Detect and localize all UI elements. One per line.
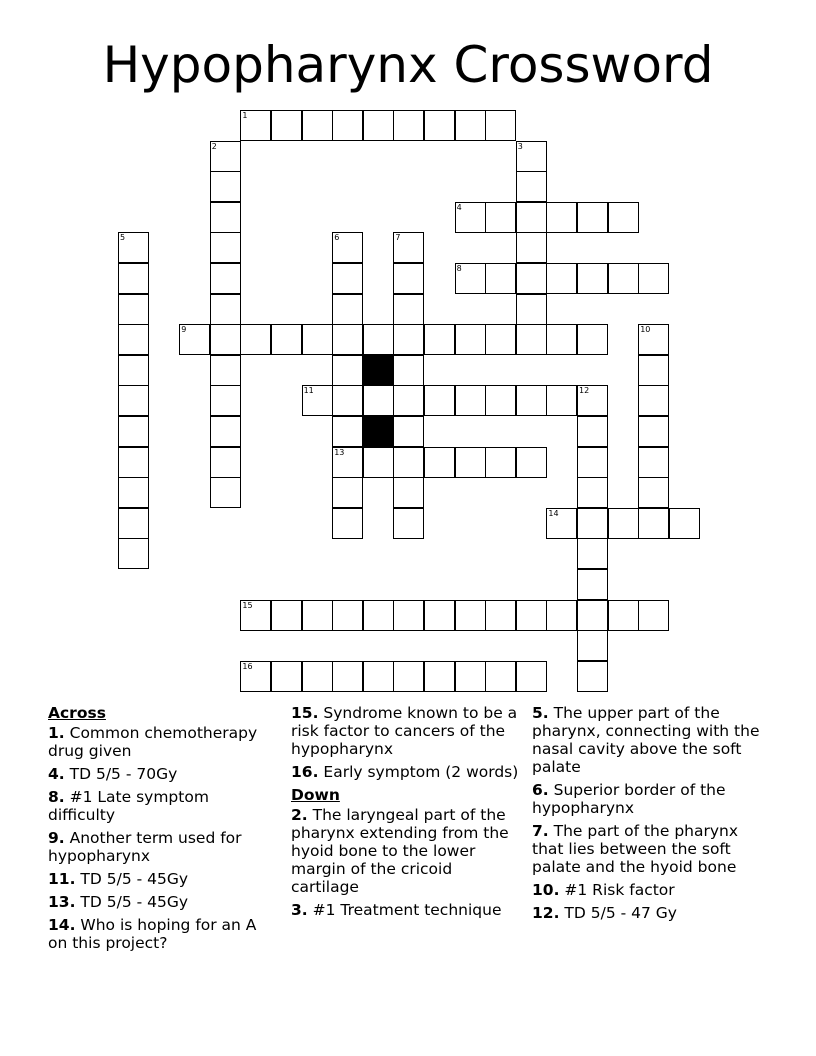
grid-cell[interactable]: [455, 202, 486, 233]
grid-cell[interactable]: [393, 661, 424, 692]
clue-down-2: 2. The laryngeal part of the pharynx extending from the hyoid bone to the lower margin of the cricoid cartilage: [291, 806, 509, 896]
grid-cell[interactable]: [393, 294, 424, 325]
grid-cell[interactable]: [332, 600, 363, 631]
grid-cell[interactable]: [424, 110, 455, 141]
grid-cell[interactable]: [485, 263, 516, 294]
grid-cell[interactable]: [608, 202, 639, 233]
grid-cell[interactable]: [118, 355, 149, 386]
page-title: Hypopharynx Crossword: [102, 36, 714, 94]
grid-cell[interactable]: [424, 600, 455, 631]
grid-cell[interactable]: [302, 661, 333, 692]
grid-cell[interactable]: [363, 661, 394, 692]
grid-cell[interactable]: [638, 355, 669, 386]
grid-cell[interactable]: [332, 294, 363, 325]
grid-cell[interactable]: [638, 477, 669, 508]
grid-cell[interactable]: [302, 385, 333, 416]
grid-cell[interactable]: [118, 324, 149, 355]
grid-cell[interactable]: [485, 447, 516, 478]
grid-cell[interactable]: [210, 324, 241, 355]
clue-down-7: 7. The part of the pharynx that lies between the soft palate and the hyoid bone: [532, 822, 739, 876]
grid-cell[interactable]: [669, 508, 700, 539]
grid-cell[interactable]: [638, 385, 669, 416]
grid-cell[interactable]: [577, 416, 608, 447]
grid-cell[interactable]: [179, 324, 210, 355]
grid-cell[interactable]: [240, 661, 271, 692]
grid-cell[interactable]: [393, 416, 424, 447]
grid-cell[interactable]: [118, 263, 149, 294]
grid-cell[interactable]: [210, 263, 241, 294]
grid-cell[interactable]: [485, 324, 516, 355]
clue-number: 8: [456, 264, 462, 273]
clue-number: 15: [242, 600, 253, 610]
grid-cell[interactable]: [577, 385, 608, 416]
grid-cell[interactable]: [363, 385, 394, 416]
clue-column-3: [532, 700, 760, 927]
grid-cell[interactable]: [332, 661, 363, 692]
grid-cell[interactable]: [516, 661, 547, 692]
down-heading: Down: [291, 786, 340, 804]
clue-down-6: 6. Superior border of the hypopharynx: [532, 781, 726, 817]
grid-cell[interactable]: [577, 538, 608, 569]
grid-cell[interactable]: [577, 569, 608, 600]
grid-cell[interactable]: [393, 447, 424, 478]
grid-cell[interactable]: [210, 232, 241, 263]
clue-number: 13: [334, 447, 345, 457]
grid-cell[interactable]: [455, 385, 486, 416]
grid-cell[interactable]: [577, 477, 608, 508]
grid-cell[interactable]: [363, 324, 394, 355]
grid-cell[interactable]: [118, 385, 149, 416]
grid-cell[interactable]: [516, 600, 547, 631]
grid-cell[interactable]: [638, 508, 669, 539]
grid-cell[interactable]: [516, 202, 547, 233]
grid-cell[interactable]: [393, 355, 424, 386]
grid-cell[interactable]: [240, 324, 271, 355]
grid-cell[interactable]: [577, 600, 608, 631]
clue-number: 4: [456, 202, 462, 212]
grid-cell[interactable]: [424, 324, 455, 355]
clue-number: 9: [181, 325, 187, 335]
grid-cell[interactable]: [516, 141, 547, 172]
clue-across-8: 8. #1 Late symptom difficulty: [48, 788, 209, 824]
grid-cell[interactable]: [485, 385, 516, 416]
grid-cell[interactable]: [393, 385, 424, 416]
grid-cell[interactable]: [424, 385, 455, 416]
grid-cell[interactable]: [455, 110, 486, 141]
clue-across-11: 11. TD 5/5 - 45Gy: [48, 870, 189, 888]
across-heading: Across: [48, 704, 106, 722]
grid-cell[interactable]: [332, 232, 363, 263]
clue-number: 16: [242, 661, 253, 671]
grid-cell[interactable]: [577, 263, 608, 294]
clue-number: 3: [517, 141, 523, 151]
grid-cell[interactable]: [546, 202, 577, 233]
clue-down-3: 3. #1 Treatment technique: [291, 901, 502, 919]
grid-cell[interactable]: [424, 447, 455, 478]
grid-cell[interactable]: [302, 600, 333, 631]
clue-number: 7: [395, 233, 401, 243]
grid-cell[interactable]: [546, 324, 577, 355]
grid-cell[interactable]: [608, 600, 639, 631]
grid-cell[interactable]: [485, 661, 516, 692]
grid-cell[interactable]: [118, 416, 149, 447]
grid-cell[interactable]: [455, 661, 486, 692]
clue-number: 6: [334, 233, 340, 243]
clue-column-1: [48, 700, 276, 957]
grid-cell[interactable]: [302, 324, 333, 355]
grid-cell[interactable]: [210, 294, 241, 325]
grid-cell[interactable]: [393, 232, 424, 263]
grid-cell[interactable]: [393, 263, 424, 294]
grid-cell[interactable]: [577, 661, 608, 692]
grid-cell[interactable]: [638, 324, 669, 355]
grid-cell[interactable]: [485, 202, 516, 233]
grid-cell[interactable]: [516, 263, 547, 294]
clue-across-1: 1. Common chemotherapy drug given: [48, 724, 258, 760]
clue-across-13: 13. TD 5/5 - 45Gy: [48, 893, 189, 911]
grid-cell[interactable]: [577, 447, 608, 478]
clue-across-14: 14. Who is hoping for an A on this project?: [48, 916, 257, 952]
clue-down-10: 10. #1 Risk factor: [532, 881, 675, 899]
grid-cell[interactable]: [332, 416, 363, 447]
grid-cell[interactable]: [485, 600, 516, 631]
grid-cell[interactable]: [638, 416, 669, 447]
grid-cell[interactable]: [271, 324, 302, 355]
grid-cell[interactable]: [608, 263, 639, 294]
grid-cell[interactable]: [118, 477, 149, 508]
grid-cell[interactable]: [393, 324, 424, 355]
grid-cell[interactable]: [516, 171, 547, 202]
grid-cell[interactable]: [240, 110, 271, 141]
grid-cell[interactable]: [577, 508, 608, 539]
grid-cell[interactable]: [455, 324, 486, 355]
grid-cell[interactable]: [638, 447, 669, 478]
grid-cell[interactable]: [332, 263, 363, 294]
grid-cell[interactable]: [516, 232, 547, 263]
grid-cell[interactable]: [332, 385, 363, 416]
grid-cell[interactable]: [424, 661, 455, 692]
grid-cell[interactable]: [363, 600, 394, 631]
grid-cell[interactable]: [210, 477, 241, 508]
grid-cell[interactable]: [332, 110, 363, 141]
grid-cell[interactable]: [240, 600, 271, 631]
grid-cell[interactable]: [332, 477, 363, 508]
grid-cell[interactable]: [118, 232, 149, 263]
black-square: [363, 355, 394, 386]
grid-cell[interactable]: [546, 600, 577, 631]
black-square: [363, 416, 394, 447]
grid-cell[interactable]: [485, 110, 516, 141]
grid-cell[interactable]: [455, 263, 486, 294]
clue-number: 2: [211, 141, 217, 151]
grid-cell[interactable]: [271, 600, 302, 631]
clue-number: 5: [120, 233, 126, 243]
grid-cell[interactable]: [393, 508, 424, 539]
clue-across-16: 16. Early symptom (2 words): [291, 763, 519, 781]
clue-down-12: 12. TD 5/5 - 47 Gy: [532, 904, 677, 922]
grid-cell[interactable]: [546, 263, 577, 294]
grid-cell[interactable]: [393, 600, 424, 631]
grid-cell[interactable]: [638, 263, 669, 294]
clue-across-9: 9. Another term used for hypopharynx: [48, 829, 242, 865]
grid-cell[interactable]: [455, 447, 486, 478]
grid-cell[interactable]: [608, 508, 639, 539]
clue-number: 1: [242, 111, 248, 120]
clue-down-5: 5. The upper part of the pharynx, connecting with the nasal cavity above the soft palate: [532, 704, 760, 776]
grid-cell[interactable]: [271, 661, 302, 692]
grid-cell[interactable]: [577, 202, 608, 233]
grid-cell[interactable]: [332, 508, 363, 539]
grid-cell[interactable]: [577, 324, 608, 355]
grid-cell[interactable]: [118, 294, 149, 325]
grid-cell[interactable]: [546, 385, 577, 416]
grid-cell[interactable]: [210, 447, 241, 478]
grid-cell[interactable]: [210, 202, 241, 233]
grid-cell[interactable]: [332, 447, 363, 478]
grid-cell[interactable]: [455, 600, 486, 631]
clue-number: 12: [579, 386, 590, 396]
clue-number: 10: [640, 325, 651, 335]
clue-column-2: [291, 700, 519, 924]
grid-cell[interactable]: [210, 385, 241, 416]
clue-number: 11: [303, 386, 314, 396]
grid-cell[interactable]: [516, 324, 547, 355]
grid-cell[interactable]: [118, 508, 149, 539]
grid-cell[interactable]: [118, 447, 149, 478]
grid-cell[interactable]: [210, 141, 241, 172]
grid-cell[interactable]: [210, 171, 241, 202]
grid-cell[interactable]: [638, 600, 669, 631]
grid-cell[interactable]: [393, 110, 424, 141]
grid-cell[interactable]: [332, 324, 363, 355]
grid-cell[interactable]: [577, 630, 608, 661]
grid-cell[interactable]: [271, 110, 302, 141]
grid-cell[interactable]: [363, 447, 394, 478]
grid-cell[interactable]: [210, 416, 241, 447]
clue-number: 14: [548, 508, 559, 518]
grid-cell[interactable]: [210, 355, 241, 386]
grid-cell[interactable]: [302, 110, 333, 141]
grid-cell[interactable]: [118, 538, 149, 569]
grid-cell[interactable]: [363, 110, 394, 141]
clue-across-4: 4. TD 5/5 - 70Gy: [48, 765, 178, 783]
grid-cell[interactable]: [393, 477, 424, 508]
grid-cell[interactable]: [516, 294, 547, 325]
grid-cell[interactable]: [546, 508, 577, 539]
grid-cell[interactable]: [332, 355, 363, 386]
clue-across-15: 15. Syndrome known to be a risk factor to cancers of the hypopharynx: [291, 704, 518, 758]
grid-cell[interactable]: [516, 447, 547, 478]
grid-cell[interactable]: [516, 385, 547, 416]
